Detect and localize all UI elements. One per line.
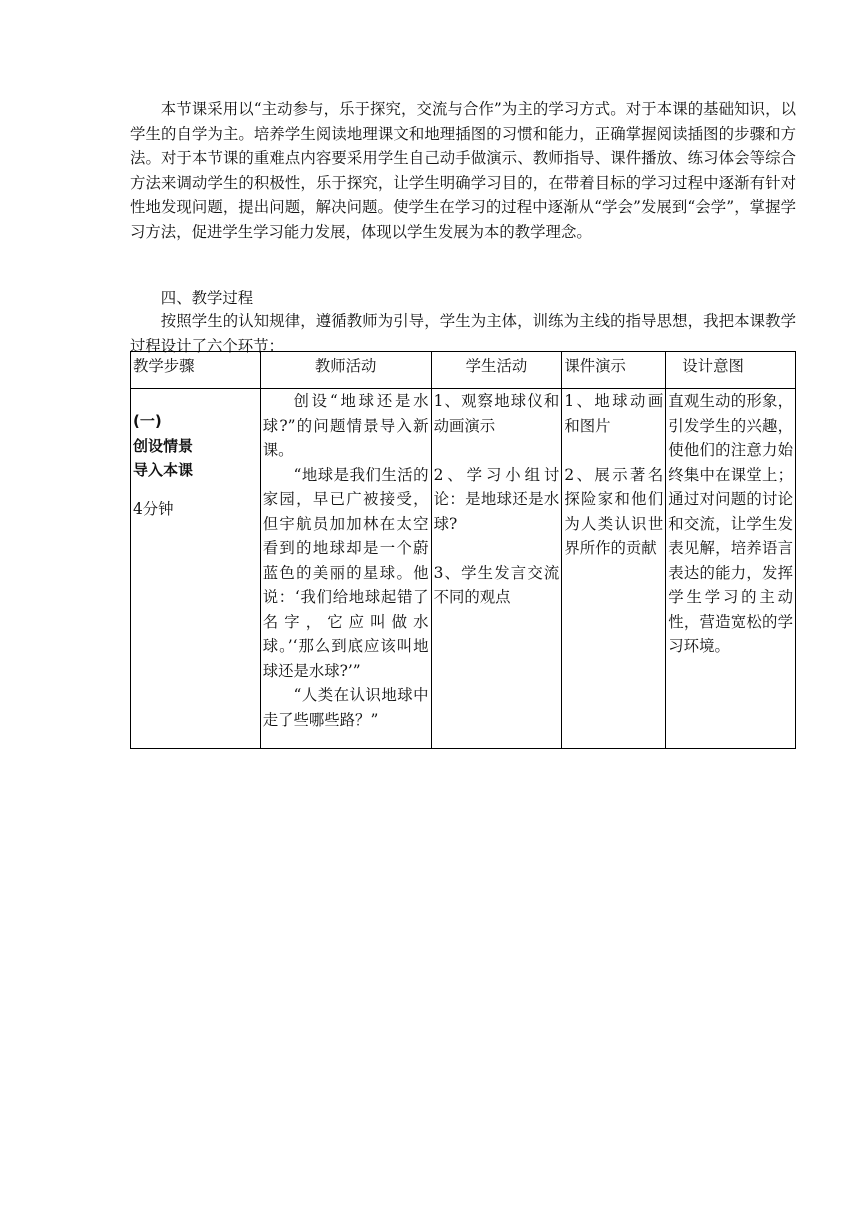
teaching-process-table	[130, 351, 796, 749]
step-title-line2: 导入本课	[133, 461, 194, 479]
demo-item-1: 1、地球动画和图片	[564, 392, 664, 435]
teacher-activity-1: 创设“地球还是水球?”的问题情景导入新课。	[262, 392, 429, 459]
design-intent-cell	[666, 389, 796, 749]
header-student: 学生活动	[431, 352, 562, 389]
header-step: 教学步骤	[131, 352, 261, 389]
student-activity-2: 2、学习小组讨论：是地球还是水球?	[433, 465, 560, 533]
teacher-activity-cell	[260, 389, 431, 749]
step-duration: 4分钟	[133, 499, 174, 518]
student-activity-cell	[431, 389, 562, 749]
step-cell	[131, 389, 261, 749]
header-intent: 设计意图	[666, 352, 796, 389]
student-activity-1: 1、观察地球仪和动画演示	[433, 392, 560, 435]
demo-item-2: 2、展示著名探险家和他们为人类认识世界所作的贡献	[564, 465, 664, 557]
teacher-activity-3: “人类在认识地球中走了些哪些路？”	[262, 686, 429, 729]
header-teacher: 教师活动	[260, 352, 431, 389]
process-paragraph: 按照学生的认知规律，遵循教师为引导，学生为主体，训练为主线的指导思想，我把本课教学过程设计了六个环节：	[130, 312, 796, 355]
design-intent-text: 直观生动的形象，引发学生的兴趣，使他们的注意力始终集中在课堂上；通过对问题的讨论和交流，让学生发表见解，培养语言表达的能力，发挥学生学习的主动性，营造宽松的学习环境。	[668, 392, 793, 655]
section-heading: 四、教学过程	[160, 289, 254, 307]
table-header-row	[131, 352, 796, 389]
student-activity-3: 3、学生发言交流不同的观点	[433, 563, 560, 606]
header-demo: 课件演示	[562, 352, 666, 389]
table-row	[131, 389, 796, 749]
teacher-activity-2: “地球是我们生活的家园，早已广被接受，但宇航员加加林在太空看到的地球却是一个蔚蓝色的美丽的星球。他说：‘我们给地球起错了名字，它应叫做水球。’‘那么到底应该叫地球还是水球?’”	[262, 465, 429, 680]
demo-cell	[562, 389, 666, 749]
step-title-line1: 创设情景	[133, 436, 194, 455]
intro-paragraph: 本节课采用以“主动参与，乐于探究，交流与合作”为主的学习方式。对于本课的基础知识，以学生的自学为主。培养学生阅读地理课文和地理插图的习惯和能力，正确掌握阅读插图的步骤和方法。对于本节课的重难点内容要采用学生自己动手做演示、教师指导、课件播放、练习体会等综合方法来调动学生的积极性，乐于探究，让学生明确学习目的，在带着目标的学习过程中逐渐有针对性地发现问题，提出问题，解决问题。使学生在学习的过程中逐渐从“学会”发展到“会学”，掌握学习方法，促进学生学习能力发展，体现以学生发展为本的教学理念。	[130, 100, 796, 241]
step-number: (一)	[133, 412, 162, 430]
